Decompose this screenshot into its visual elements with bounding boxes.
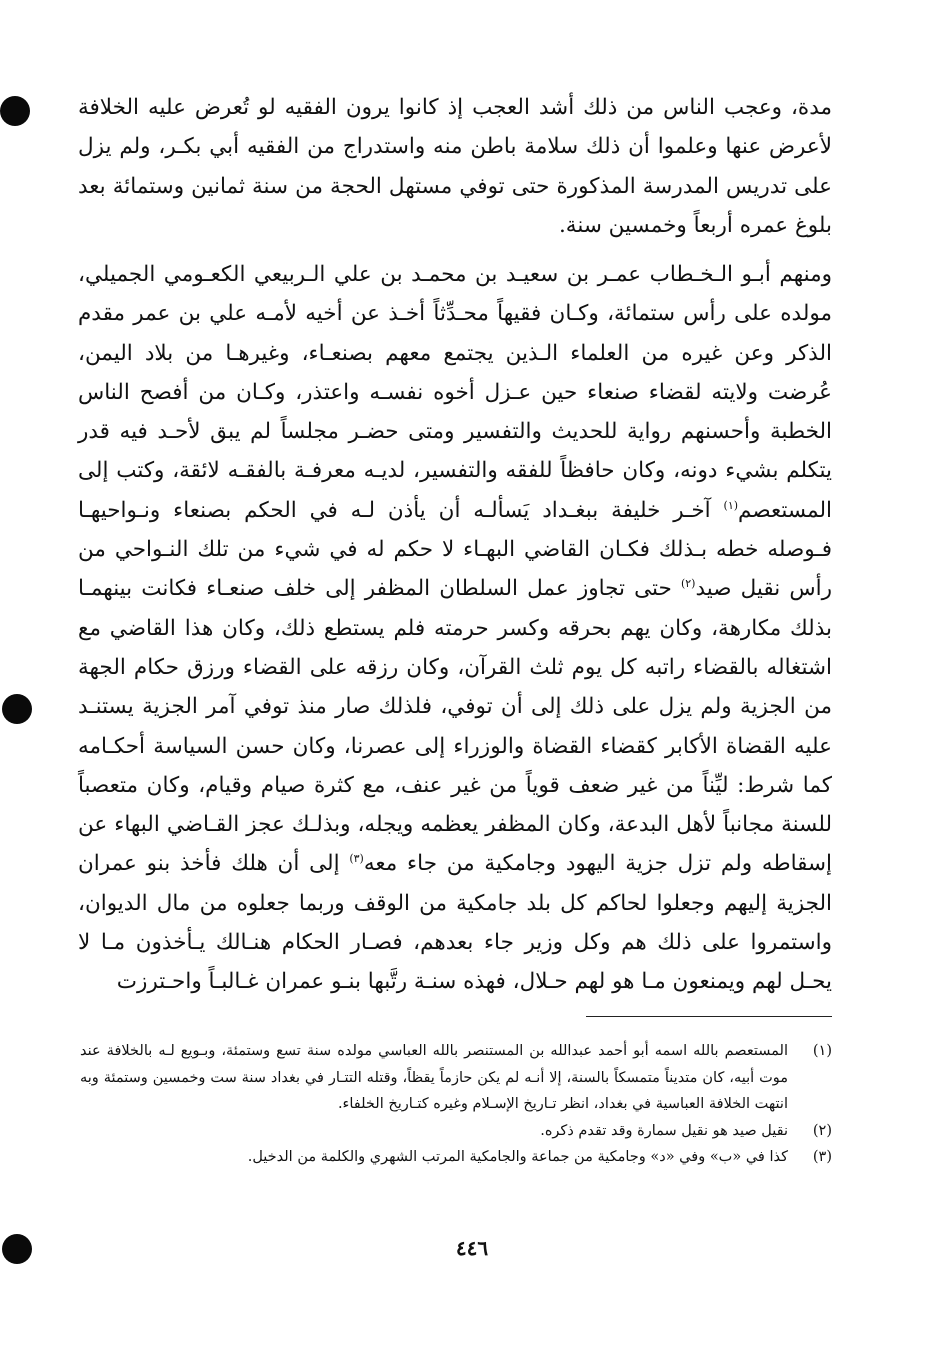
- footnote-separator: [586, 1016, 832, 1017]
- paragraph-text: حتى تجاوز عمل السلطان المظفر إلى خلف صنعـاء فكانت بينهمـا بذلك مكارهة، وكان يهم بحرقه وكسر حرمته فلم يستطع ذلك، وكان هذا القاضي مع اشتغاله بالقضاء راتبه كل يوم ثلث القرآن، وكان رزقه على القضاء ورزق حكام الجهة من الجزية ولم يزل على ذلك إلى أن توفي، فلذلك صار منذ توفي آمر الجزية يستنـد عليه القضاة الأكابر كقضاء القضاة والوزراء إلى عصرنا، وكان حسن السياسة أحكـامه كما شرط: ليِّناً من غير ضعف قوياً من غير عنف، مع كثرة صيام وقيام، وكان متعصباً للسنة مجانباً لأهل البدعة، وكان المظفر يعظمه ويجله، وبذلـك عجز القـاضي البهاء عن إسقاطه ولم تزل جزية اليهود وجامكية من جاء معه: [78, 576, 832, 877]
- footnote-text: نقيل صيد هو نقيل سمارة وقد تقدم ذكره.: [540, 1122, 788, 1139]
- footnote-number: (٢): [812, 1122, 832, 1139]
- footnote-ref-2[interactable]: (٢): [680, 577, 696, 591]
- footnote-text: كذا في «ب» وفي «د» وجامكية من جماعة والجامكية المرتب الشهري والكلمة من الدخيل.: [247, 1149, 788, 1165]
- footnote-number: (١): [812, 1043, 832, 1059]
- binder-hole: [2, 694, 32, 724]
- footnote-text: المستعصم بالله اسمه أبو أحمد عبدالله بن المستنصر بالله العباسي مولده سنة تسع وستمئة، وبـويع لـه بالخلافة عند موت أبيه، كان متديناً متمسكاً بالسنة، إلا أنـه لم يكن حازماً يقظاً، وقتله التتـار في بغداد سنة ست وخمسين وستمئة وبه انتهت الخلافة العباسية في بغداد، انظر تـاريخ الإسـلام وغيره كتـاريخ الخلفاء.: [80, 1043, 788, 1112]
- paragraph-text: آخـر خليفة ببغـداد يَسألـه أن يأذن لـه في الحكم بصنعاء ونـواحيهـا فـوصله خطه بـذلك فكـان القاضي البهـاء لا حكم له في شيء من تلك النـواحي من رأس نقيل صيد: [78, 497, 832, 602]
- footnote-number: (٣): [812, 1149, 832, 1165]
- footnote-ref-1[interactable]: (١): [723, 498, 739, 512]
- paragraph-text: إلى أن هلك فأخذ بنو عمران الجزية إليهم وجعلوا لحاكم كل بلد جامكية من الوقف وربما جعلوه من مال الديوان، واستمروا على ذلك هم وكل وزير جاء بعدهم، فصـار الحكام هنـالك يـأخذون مـا لا يحـل لهم ويمنعون مـا هو لهم حـلال، فهذه سنـة رتَّبها بنـو عمران غـالبـاً واحـترزت: [78, 851, 832, 995]
- paragraph-text: مدة، وعجب الناس من ذلك أشد العجب إذ كانوا يرون الفقيه لو تُعرض عليه الخلافة لأعرض عنها وعلموا أن ذلك سلامة باطن منه واستدراج من الفقيه أبي بكـر، ولم يزل على تدريس المدرسة المذكورة حتى توفي مستهل الحجة من سنة ثمانين وستمائة بعد بلوغ عمره أربعاً وخمسين سنة.: [78, 95, 832, 238]
- footnote-ref-3[interactable]: (٣): [349, 852, 364, 866]
- paragraph-text: ومنهم أبـو الـخـطاب عمـر بن سعيـد بن محمـد بن علي الـربيعي الكعـومي الجميلي، مولده على رأس ستمائة، وكـان فقيهاً محـدِّثاً أخـذ عن أخيه لأمـه علي بن عمر مقدم الذكر وعن غيره من العلماء الـذين يجتمع معهم بصنعـاء، وغيرهـا من بلاد اليمن، عُرضت ولايته لقضاء صنعاء حين عـزل أخوه نفسـه واعتذر، وكـان من أفصح الناس الخطبة وأحسنهم رواية للحديث والتفسير ومتى حضـر مجلساً لم يبق لأحـد فيه قدر يتكلم بشيء دونه، وكان حافظاً للفقه والتفسير، لديـه معرفـة بالفقـه لائقة، وكتب إلى المستعصم: [78, 262, 832, 523]
- binder-hole: [0, 96, 30, 126]
- body-paragraph-1: [78, 88, 832, 245]
- footnotes: [80, 1038, 832, 1171]
- footnote-1: [80, 1038, 832, 1118]
- binder-hole: [2, 1234, 32, 1264]
- page-number: ٤٤٦: [455, 1236, 489, 1260]
- footnote-3: [80, 1144, 832, 1171]
- body-paragraph-2: [78, 255, 832, 1002]
- footnote-2: [80, 1118, 832, 1145]
